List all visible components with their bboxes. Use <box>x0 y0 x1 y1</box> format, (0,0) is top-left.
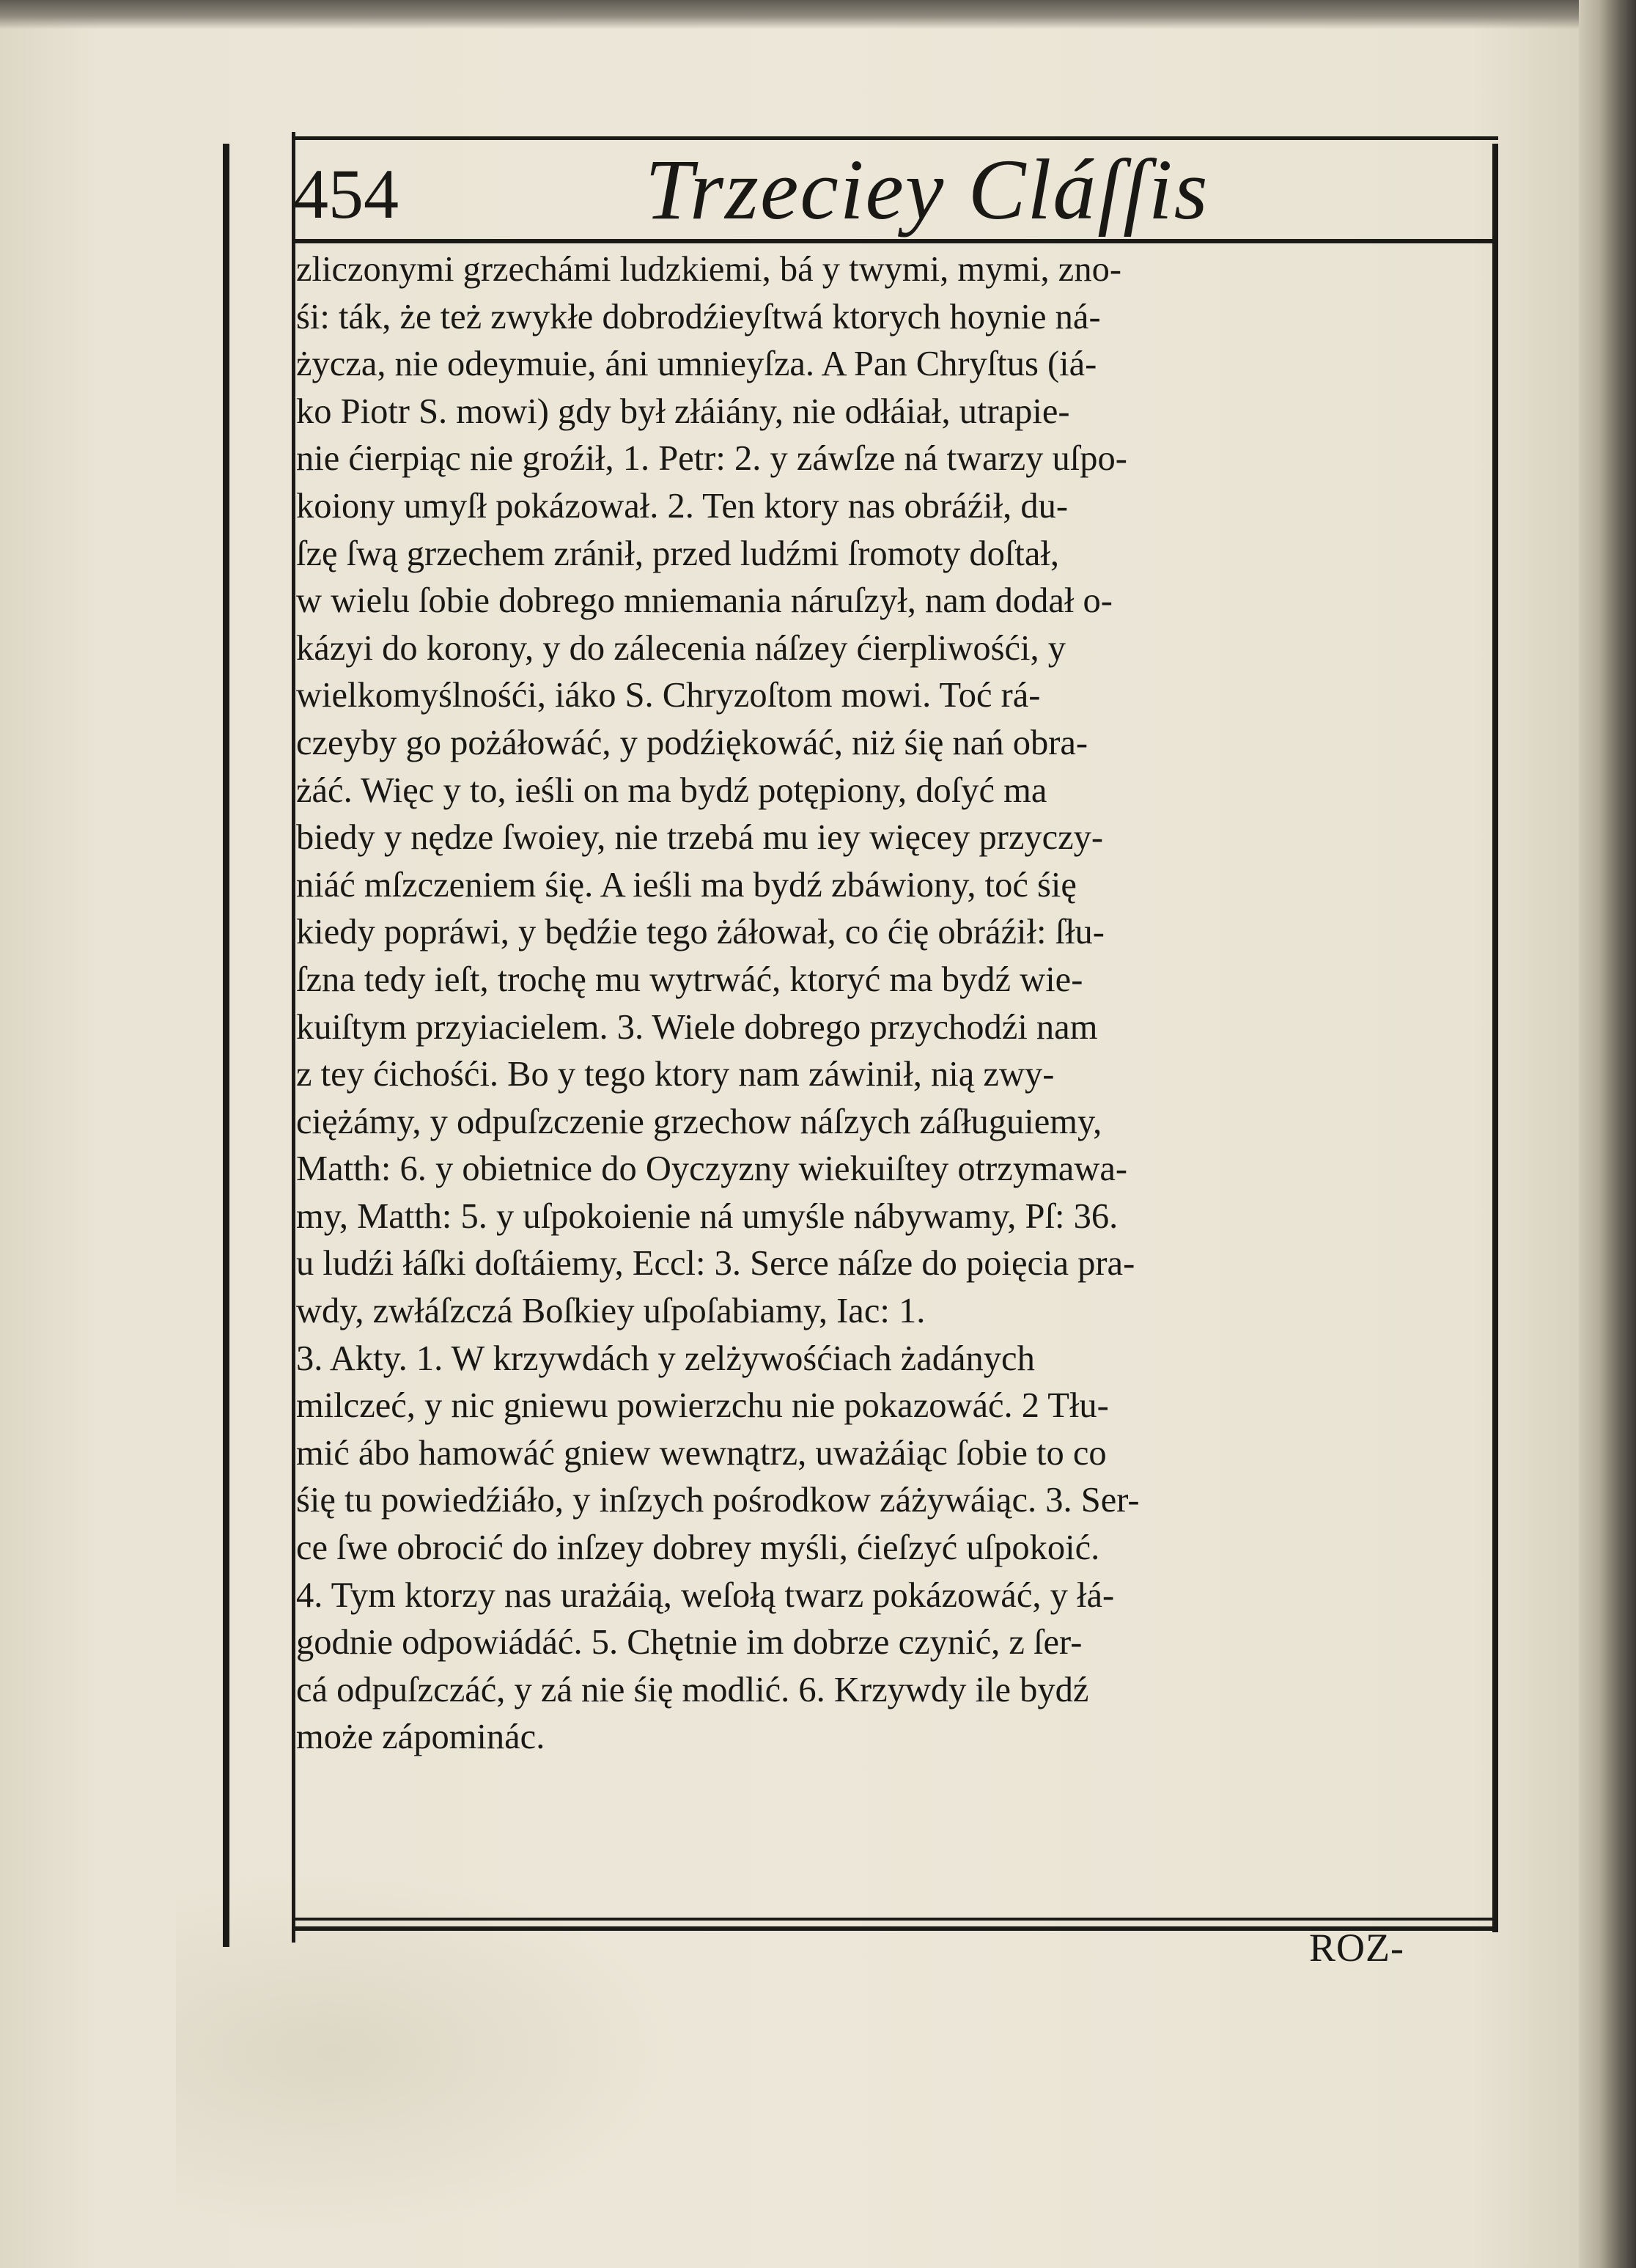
text-line: ſzna tedy ieſt, trochę mu wytrwáć, ktoryć ma bydź wie- <box>296 960 1083 999</box>
text-line: śię tu powiedźiáło, y inſzych pośrodkow záżywáiąc. 3. Ser- <box>296 1481 1140 1520</box>
text-line: kiedy popráwi, y będźie tego żáłował, co ćię obráźił: ſłu- <box>296 913 1105 952</box>
text-line: 4. Tym ktorzy nas urażáią, weſołą twarz pokázowáć, y łá- <box>296 1575 1115 1615</box>
text-line: ko Piotr S. mowi) gdy był złáiány, nie odłáiał, utrapie- <box>296 391 1070 431</box>
text-line: zliczonymi grzechámi ludzkiemi, bá y twymi, mymi, zno- <box>296 250 1121 289</box>
text-line: niáć mſzczeniem śię. A ieśli ma bydź zbáwiony, toć śię <box>296 865 1077 905</box>
frame-top-rule <box>292 136 1498 140</box>
text-line: 3. Akty. 1. W krzywdách y zelżywośćiach żadánych <box>296 1339 1035 1378</box>
text-line: wdy, zwłáſzczá Boſkiey uſpoſabiamy, Iac: 1. <box>296 1292 926 1331</box>
text-line: nie ćierpiąc nie groźił, 1. Petr: 2. y záwſze ná twarzy uſpo- <box>296 439 1127 479</box>
frame-inner-left-rule <box>292 132 295 1943</box>
text-line: my, Matth: 5. y uſpokoienie ná umyśle nábywamy, Pſ: 36. <box>296 1196 1119 1236</box>
text-line: śi: ták, że też zwykłe dobrodźieyſtwá ktorych hoynie ná- <box>296 297 1101 336</box>
book-spine-gutter <box>1579 0 1636 2268</box>
text-line: koiony umyſł pokázował. 2. Ten ktory nas obráźił, du- <box>296 486 1069 526</box>
frame-outer-left-rule <box>223 144 229 1947</box>
text-line: wielkomyślnośći, iáko S. Chryzoſtom mowi. Toć rá- <box>296 676 1041 715</box>
frame-outer-right-rule <box>1492 144 1498 1932</box>
text-line: żáć. Więc y to, ieśli on ma bydź potępiony, doſyć ma <box>296 770 1047 810</box>
text-line: ciężámy, y odpuſzczenie grzechow náſzych záſługuiemy, <box>296 1102 1102 1141</box>
page-number: 454 <box>293 155 399 233</box>
frame-bottom-rule-1 <box>292 1918 1498 1921</box>
text-line: w wielu ſobie dobrego mniemania náruſzył, nam dodał o- <box>296 581 1113 621</box>
text-line: ce ſwe obrocić do inſzey dobrey myśli, ćieſzyć uſpokoić. <box>296 1528 1100 1568</box>
page-top-shadow <box>0 0 1636 29</box>
text-line: ſzę ſwą grzechem zránił, przed ludźmi ſromoty doſtał, <box>296 534 1059 573</box>
text-line: czeyby go pożáłowáć, y podźiękowáć, niż śię nań obra- <box>296 723 1088 762</box>
text-line: Matth: 6. y obietnice do Oyczyzny wiekuiſtey otrzymawa- <box>296 1149 1128 1189</box>
text-line: milczeć, y nic gniewu powierzchu nie pokazowáć. 2 Tłu- <box>296 1386 1109 1426</box>
text-line: kuiſtym przyiacielem. 3. Wiele dobrego przychodźi nam <box>296 1007 1098 1047</box>
paper-stain <box>176 1869 689 2236</box>
text-line: mić ábo hamowáć gniew wewnątrz, uważáiąc ſobie to co <box>296 1433 1107 1473</box>
text-line: cá odpuſzczáć, y zá nie śię modlić. 6. Krzywdy ile bydź <box>296 1670 1089 1709</box>
body-text <box>296 246 1485 1761</box>
catchword: ROZ- <box>1309 1926 1404 1970</box>
page-header <box>293 141 1495 242</box>
running-head: Trzeciey Cláſſis <box>645 141 1209 238</box>
text-line: godnie odpowiádáć. 5. Chętnie im dobrze czynić, z ſer- <box>296 1623 1083 1663</box>
text-line: biedy y nędze ſwoiey, nie trzebá mu iey więcey przyczy- <box>296 818 1104 858</box>
text-line: życza, nie odeymuie, áni umnieyſza. A Pan Chryſtus (iá- <box>296 345 1097 384</box>
text-line: może zápominác. <box>296 1717 545 1757</box>
text-line: z tey ćichośći. Bo y tego ktory nam záwinił, nią zwy- <box>296 1055 1055 1094</box>
text-line: u ludźi łáſki doſtáiemy, Eccl: 3. Serce náſze do poięcia pra- <box>296 1244 1135 1284</box>
text-line: kázyi do korony, y do zálecenia náſzey ćierpliwośći, y <box>296 628 1066 668</box>
